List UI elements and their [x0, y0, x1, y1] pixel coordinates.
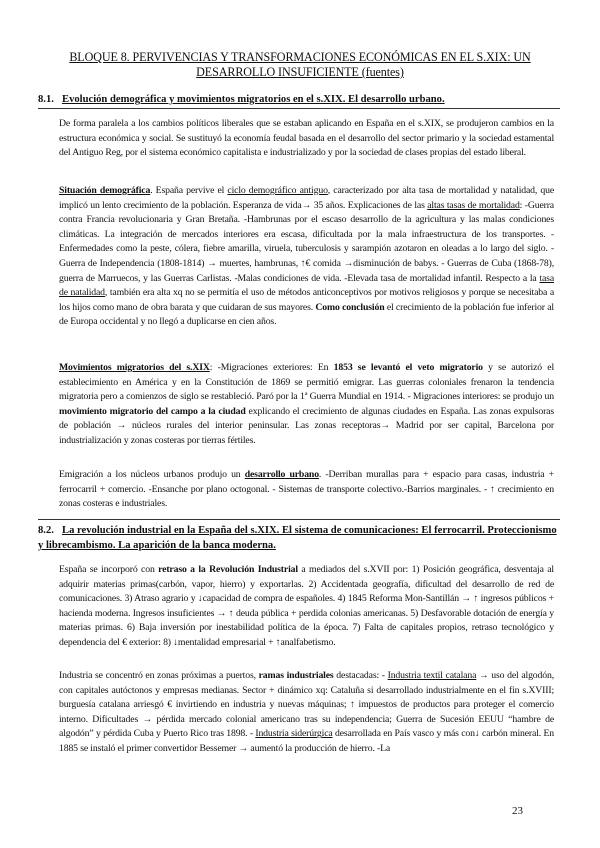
paragraph-demographic-situation: Situación demográfica. España pervive el ciclo demográfico antiguo, caracterizado por alta tasa de mortalidad y natalidad, que implicó un lento crecimiento de la población. Esperanza de vida→ 35 años. Explicaciones de las altas tasas de mortalidad: -Guerra contra Francia revolucionaria y Gran Bretaña. -Hambrunas por el escaso desarrollo de la agricultura y las malas condiciones climáticas. La integración de mercados interiores era escasa, dificultada por la mala infraestructura de los transportes. -Enfermedades como la peste, cólera, fiebre amarilla, viruela, tuberculosis y sarampión azotaron en oleadas a lo largo del siglo. -Guerra de Independencia (1808-1814) → muertes, hambrunas, ↑€ comida →disminución de babys. - Guerras de Cuba (1868-78), guerra de Marruecos, y las Guerras Carlistas. -Malas condiciones de vida. -Elevada tasa de mortalidad infantil. Respecto a la tasa de natalidad, también era alta xq no se permitía el uso de métodos anticonceptivos por motivos religiosos y porque se necesitaba a los hijos como mano de obra barata y que cuidaran de sus mayores. Como conclusión el crecimiento de la población fue inferior al de Europa occidental y no llegó a duplicarse en cien años. [59, 185, 555, 328]
paragraph-industrial-delay: España se incorporó con retraso a la Revolución Industrial a mediados del s.XVII por: 1) Posición geográfica, desventaja al adquirir materias primas(carbón, vapor, hierro) y exportarlas. 2) Accidentada geografía, dificultad del desarrollo de red de comunicaciones. 3) Atraso agrario y ↓capacidad de compra de españoles. 4) 1845 Reforma Mon-Santillán → ↑ ingresos públicos + hacienda moderna. Ingresos insuficientes → ↑ deuda pública + perdida colonias americanas. 5) Desfavorable dotación de energía y materias primas. 6) Baja inversión por inestabilidad política de la época. 7) Falta de capitales propios, retraso tecnológico y dependencia del € exterior: 8) ↓mentalidad empresarial + ↑analfabetismo. [59, 564, 554, 648]
title-line-1: BLOQUE 8. PERVIVENCIAS Y TRANSFORMACIONES ECONÓMICAS EN EL S.XIX: UN [69, 50, 531, 64]
paragraph-migrations: Movimientos migratorios del s.XIX: -Migraciones exteriores: En 1853 se levantó el veto migratorio y se autorizó el establecimiento en América y en la Constitución de 1869 se permitió emigrar. Las guerras coloniales frenaron la tendencia migratoria pero a comienzos de siglo se restableció. Paró por la 1ª Guerra Mundial en 1914. - Migraciones interiores: se produjo un movimiento migratorio del campo a la ciudad explicando el crecimiento de algunas ciudades en España. Las zonas expulsoras de población → núcleos rurales del interior peninsular. Las zonas receptoras→ Madrid por ser capital, Barcelona por industrialización y zonas costeras por tierras fértiles. [59, 362, 555, 446]
page-number: 23 [512, 805, 523, 817]
section-divider [38, 108, 560, 109]
inline-heading: Movimientos migratorios del s.XIX [59, 362, 210, 373]
section-divider [38, 519, 560, 520]
document-title [40, 50, 560, 80]
paragraph-urban-development: Emigración a los núcleos urbanos produjo un desarrollo urbano. -Derriban murallas para + espacio para casas, industria + ferrocarril + comercio. -Ensanche por plano octogonal. - Sistemas de transporte colectivo.-Barrios marginales. - ↑ crecimiento en zonas costeras e industriales. [59, 469, 554, 510]
paragraph-intro: De forma paralela a los cambios políticos liberales que se estaban aplicando en España en el s.XIX, se produjeron cambios en la estructura económica y social. Se sustituyó la economía feudal basada en el desarrollo del sector primario y la sociedad estamental del Antiguo Reg, por el sistema económico capitalista e industrializado y por la sociedad de clases propias del estado liberal. [59, 118, 554, 159]
section-number: 8.1. [38, 94, 54, 105]
title-line-2: DESARROLLO INSUFICIENTE (fuentes) [196, 65, 404, 79]
inline-heading: Situación demográfica [59, 185, 151, 196]
section-number: 8.2. [38, 525, 54, 536]
paragraph-industrial-branches: Industria se concentró en zonas próximas a puertos, ramas industriales destacadas: - Industria textil catalana → uso del algodón, con capitales autóctonos y empresas medianas. Sector + dinámico xq: Cataluña si desarrollado industrialmente en el fin s.XVIII; burguesía catalana arriesgó € invirtiendo en industria y nuevas máquinas; ↑ impuestos de productos para proteger el comercio interno. Dificultades → pérdida mercado colonial americano tras su independencia; Guerra de Sucesión EEUU “hambre de algodón” y pérdida Cuba y Puerto Rico tras 1898. - Industria siderúrgica desarrollada en País vasco y más con↓ carbón mineral. En 1885 se instaló el primer convertidor Bessemer → aumentó la producción de hierro. -La [59, 670, 554, 754]
section-8-2-heading [38, 523, 560, 553]
section-title: Evolución demográfica y movimientos migratorios en el s.XIX. El desarrollo urbano. [62, 94, 445, 105]
section-8-1-heading [38, 92, 560, 107]
section-title: La revolución industrial en la España del s.XIX. El sistema de comunicaciones: El ferrocarril. Proteccionismo y librecambismo. La aparición de la banca moderna. [38, 525, 557, 551]
